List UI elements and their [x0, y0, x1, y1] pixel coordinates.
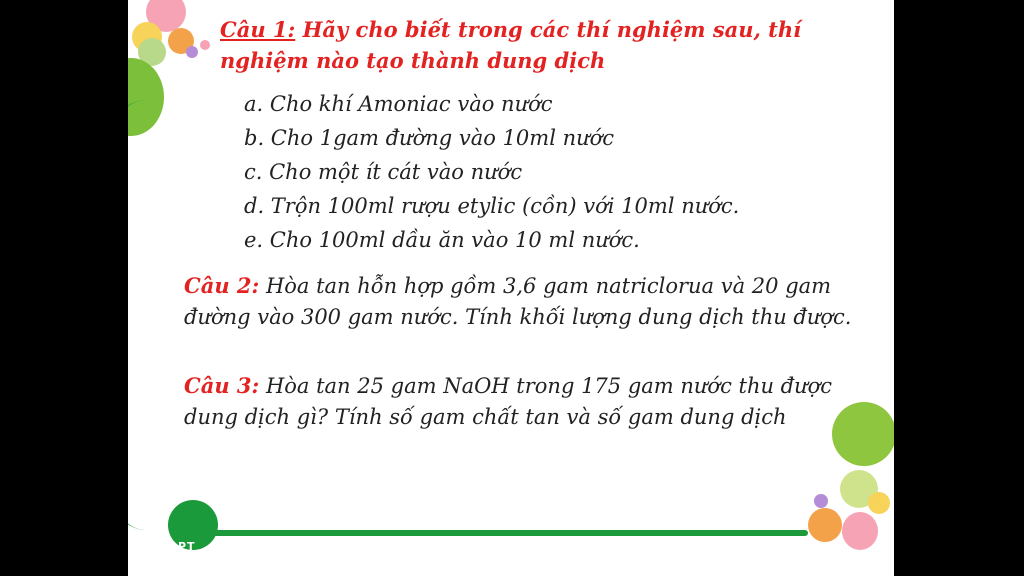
question3	[184, 370, 864, 433]
slide	[128, 0, 894, 576]
footer-line	[188, 530, 808, 536]
question2	[184, 270, 864, 333]
option-c: c. Cho một ít cát vào nước	[244, 160, 523, 184]
question1-label: Câu 1:	[220, 17, 296, 42]
option-e: e. Cho 100ml dầu ăn vào 10 ml nước.	[244, 228, 640, 252]
question3-label: Câu 3:	[184, 373, 260, 398]
question2-text: Hòa tan hỗn hợp gồm 3,6 gam natriclorua và 20 gam đường vào 300 gam nước. Tính khối lượng dung dịch thu được.	[184, 274, 852, 329]
footer-text: PT	[178, 540, 196, 553]
option-a: a. Cho khí Amoniac vào nước	[244, 92, 553, 116]
question1-text: Hãy cho biết trong các thí nghiệm sau, thí nghiệm nào tạo thành dung dịch	[220, 17, 802, 73]
question1-title	[220, 14, 880, 76]
option-d: d. Trộn 100ml rượu etylic (cồn) với 10ml nước.	[244, 194, 740, 218]
question1-options	[244, 87, 739, 257]
decor-circle-purple-br	[814, 494, 828, 508]
decor-circle-pink-small	[200, 40, 210, 50]
option-b: b. Cho 1gam đường vào 10ml nước	[244, 126, 615, 150]
question2-label: Câu 2:	[184, 273, 260, 298]
decor-circle-yellow-br	[868, 492, 890, 514]
question3-text: Hòa tan 25 gam NaOH trong 175 gam nước thu được dung dịch gì? Tính số gam chất tan và số gam dung dịch	[184, 374, 833, 429]
decor-circle-orange-br	[808, 508, 842, 542]
decor-circle-pink-br	[842, 512, 878, 550]
decor-circle-purple	[186, 46, 198, 58]
